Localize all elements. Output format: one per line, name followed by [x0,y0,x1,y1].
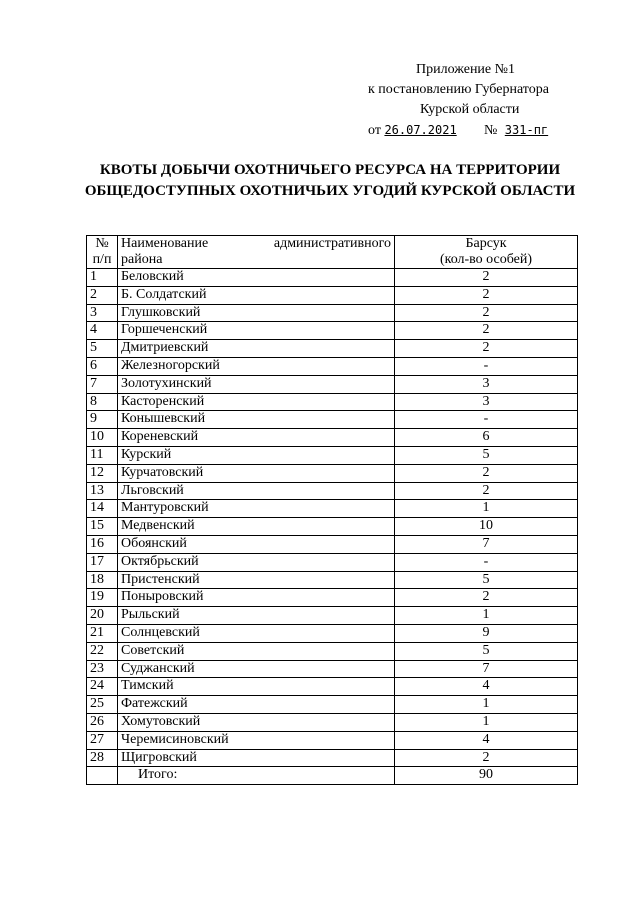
table-row [87,624,578,642]
district-name: Советский [118,642,395,660]
badger-quota: 2 [395,589,578,607]
district-name: Суджанский [118,660,395,678]
table-row [87,304,578,322]
row-number: 17 [87,553,118,571]
district-name: Медвенский [118,518,395,536]
row-number: 8 [87,393,118,411]
badger-quota: 3 [395,393,578,411]
district-name: Фатежский [118,696,395,714]
district-name: Горшеченский [118,322,395,340]
badger-quota: 2 [395,464,578,482]
table-row [87,375,578,393]
total-value: 90 [395,767,578,785]
table-row [87,269,578,287]
district-name: Б. Солдатский [118,286,395,304]
district-name: Октябрьский [118,553,395,571]
table-row [87,553,578,571]
table-row [87,678,578,696]
table-header-row [87,236,578,269]
district-name: Дмитриевский [118,340,395,358]
table-row [87,411,578,429]
district-name: Золотухинский [118,375,395,393]
row-number: 10 [87,429,118,447]
district-name: Железногорский [118,357,395,375]
row-number: 23 [87,660,118,678]
total-empty-cell [87,767,118,785]
badger-quota: 7 [395,535,578,553]
table-row [87,713,578,731]
table-row [87,286,578,304]
table-row [87,696,578,714]
from-label: от [368,123,381,138]
title-line-2: ОБЩЕДОСТУПНЫХ ОХОТНИЧЬИХ УГОДИЙ КУРСКОЙ ОБЛАСТИ [84,183,576,199]
badger-quota: - [395,357,578,375]
row-number: 13 [87,482,118,500]
row-number: 3 [87,304,118,322]
badger-quota: 5 [395,642,578,660]
row-number: 5 [87,340,118,358]
header-number-line-1: № [95,236,109,251]
table-row [87,535,578,553]
table-row [87,607,578,625]
badger-quota: 2 [395,286,578,304]
district-name: Конышевский [118,411,395,429]
row-number: 24 [87,678,118,696]
document-title [40,160,620,202]
badger-quota: 2 [395,322,578,340]
appendix-reference: к постановлению Губернатора [368,82,549,97]
table-row [87,500,578,518]
row-number: 20 [87,607,118,625]
table-row [87,642,578,660]
district-name: Льговский [118,482,395,500]
row-number: 6 [87,357,118,375]
number-label: № [483,123,498,138]
row-number: 2 [87,286,118,304]
row-number: 26 [87,713,118,731]
district-name: Хомутовский [118,713,395,731]
table-row [87,464,578,482]
header-badger-line-2: (кол-во особей) [439,252,533,267]
row-number: 14 [87,500,118,518]
row-number: 16 [87,535,118,553]
badger-quota: 6 [395,429,578,447]
quota-table [86,235,578,785]
badger-quota: 2 [395,482,578,500]
table-row [87,571,578,589]
district-name: Рыльский [118,607,395,625]
appendix-block [360,60,580,141]
row-number: 12 [87,464,118,482]
decree-number: 331-пг [504,123,549,137]
badger-quota: 5 [395,571,578,589]
row-number: 1 [87,269,118,287]
row-number: 18 [87,571,118,589]
district-name: Щигровский [118,749,395,767]
appendix-date-line [360,120,580,141]
district-name: Касторенский [118,393,395,411]
badger-quota: 2 [395,304,578,322]
table-row [87,393,578,411]
district-name: Обоянский [118,535,395,553]
row-number: 15 [87,518,118,536]
district-name: Кореневский [118,429,395,447]
row-number: 11 [87,446,118,464]
header-badger-quota [395,236,578,269]
district-name: Тимский [118,678,395,696]
row-number: 27 [87,731,118,749]
badger-quota: 1 [395,607,578,625]
row-number: 9 [87,411,118,429]
table-row [87,446,578,464]
badger-quota: - [395,553,578,571]
total-label: Итого: [118,767,395,785]
appendix-region: Курской области [420,102,520,117]
badger-quota: 1 [395,696,578,714]
district-name: Черемисиновский [118,731,395,749]
badger-quota: - [395,411,578,429]
table-row [87,518,578,536]
table-row [87,340,578,358]
badger-quota: 3 [395,375,578,393]
row-number: 25 [87,696,118,714]
table-row [87,482,578,500]
badger-quota: 10 [395,518,578,536]
district-name: Курский [118,446,395,464]
district-name: Глушковский [118,304,395,322]
table-body [87,269,578,767]
appendix-title: Приложение №1 [416,62,515,77]
district-name: Пристенский [118,571,395,589]
badger-quota: 1 [395,713,578,731]
header-name-line-2: района [121,252,163,267]
decree-date: 26.07.2021 [384,123,457,137]
district-name: Солнцевский [118,624,395,642]
badger-quota: 5 [395,446,578,464]
badger-quota: 4 [395,678,578,696]
header-number [87,236,118,269]
table-row [87,429,578,447]
header-district-name [118,236,395,269]
table-row [87,749,578,767]
row-number: 7 [87,375,118,393]
badger-quota: 2 [395,749,578,767]
row-number: 21 [87,624,118,642]
badger-quota: 1 [395,500,578,518]
badger-quota: 2 [395,340,578,358]
district-name: Мантуровский [118,500,395,518]
title-line-1: КВОТЫ ДОБЫЧИ ОХОТНИЧЬЕГО РЕСУРСА НА ТЕРРИТОРИИ [99,162,561,178]
row-number: 22 [87,642,118,660]
table-row [87,357,578,375]
badger-quota: 2 [395,269,578,287]
district-name: Поныровский [118,589,395,607]
header-name-word-2: административного [273,236,391,251]
row-number: 4 [87,322,118,340]
row-number: 28 [87,749,118,767]
table-row [87,589,578,607]
badger-quota: 7 [395,660,578,678]
table-row [87,660,578,678]
district-name: Курчатовский [118,464,395,482]
table-row [87,322,578,340]
table-row [87,731,578,749]
district-name: Беловский [118,269,395,287]
header-badger-line-1: Барсук [465,236,507,251]
header-number-line-2: п/п [92,252,112,267]
row-number: 19 [87,589,118,607]
total-row [87,767,578,785]
header-name-word-1: Наименование [121,236,209,251]
badger-quota: 4 [395,731,578,749]
badger-quota: 9 [395,624,578,642]
